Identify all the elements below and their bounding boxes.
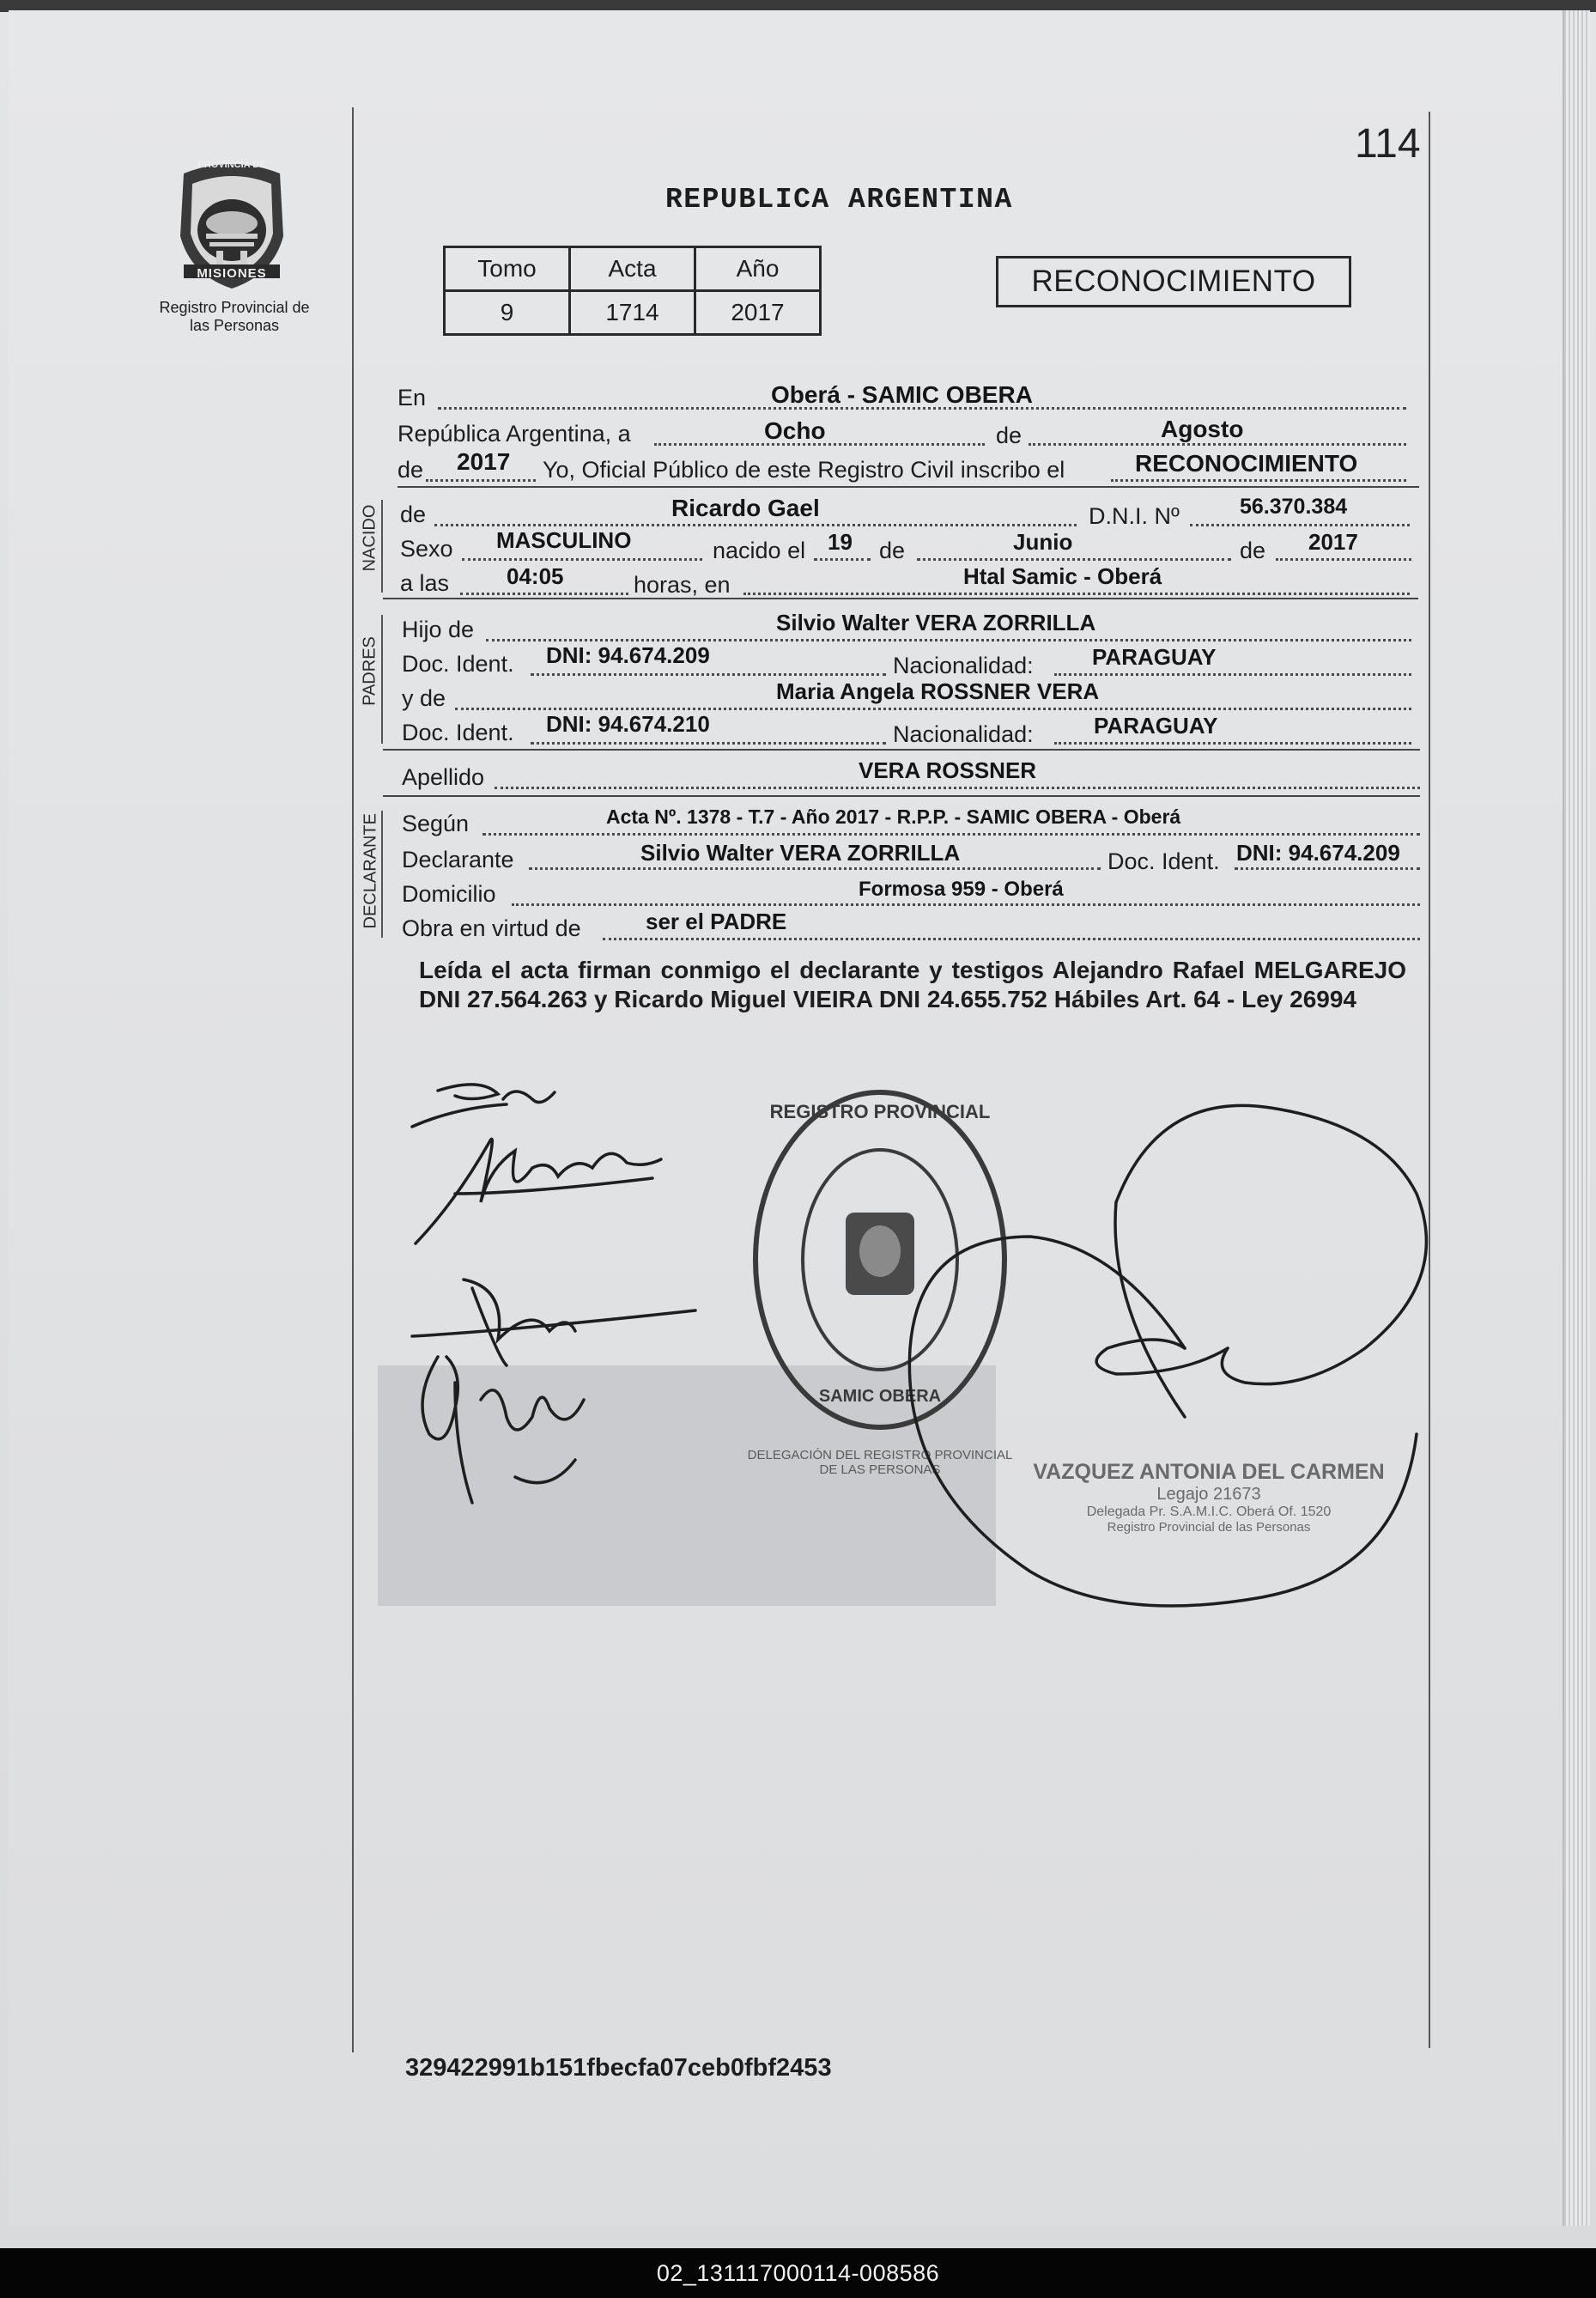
record-value-acta: 1714	[570, 291, 695, 335]
section-separator	[383, 598, 1418, 599]
left-margin-line	[352, 107, 354, 2052]
record-box	[443, 246, 822, 336]
declarante-domicilio: Formosa 959 - Oberá	[859, 878, 1064, 901]
label-sexo: Sexo	[400, 536, 453, 562]
act-place: Oberá - SAMIC OBERA	[771, 381, 1033, 408]
act-inscribe: RECONOCIMIENTO	[1135, 450, 1358, 477]
official-stamp	[1029, 1460, 1389, 1535]
label-dni: D.N.I. Nº	[1089, 503, 1180, 529]
official-signature	[901, 1091, 1485, 1632]
dotted-line	[1029, 443, 1406, 446]
label-nacionalidad-mother: Nacionalidad:	[893, 721, 1034, 747]
label-apellido: Apellido	[402, 764, 485, 790]
dotted-line	[743, 593, 1410, 595]
dotted-line	[1054, 742, 1411, 745]
nacido-birth-year: 2017	[1308, 529, 1358, 555]
label-nacionalidad-father: Nacionalidad:	[893, 653, 1034, 678]
section-label-declarante: DECLARANTE	[361, 813, 380, 929]
seal-bottom-text: MISIONES	[197, 266, 267, 281]
dotted-line	[434, 524, 1077, 526]
label-de-year: de	[397, 457, 424, 483]
label-de-birth-month: de	[879, 538, 906, 563]
nacido-sex: MASCULINO	[496, 527, 632, 553]
nacido-dni: 56.370.384	[1240, 495, 1348, 519]
label-doc-ident-mother: Doc. Ident.	[402, 720, 514, 745]
issuer-name: Registro Provincial de las Personas	[159, 299, 310, 334]
nacido-birth-month: Junio	[1013, 529, 1073, 555]
nacido-place: Htal Samic - Oberá	[963, 563, 1162, 589]
stacked-pages-edge	[1564, 10, 1590, 2226]
dotted-line	[495, 787, 1420, 789]
label-domicilio: Domicilio	[402, 881, 496, 907]
declarante-doc: DNI: 94.674.209	[1236, 840, 1400, 866]
dotted-line	[462, 558, 702, 561]
dotted-line	[603, 938, 1420, 940]
father-doc: DNI: 94.674.209	[546, 642, 710, 668]
section-bracket	[381, 615, 383, 744]
stamp-official-name: VAZQUEZ ANTONIA DEL CARMEN	[1033, 1460, 1385, 1484]
apellido-value: VERA ROSSNER	[859, 757, 1037, 783]
section-separator	[383, 795, 1420, 797]
dotted-line	[814, 558, 871, 561]
label-de-birth-year: de	[1240, 538, 1266, 563]
label-y-de: y de	[402, 685, 446, 711]
label-segun: Según	[402, 811, 470, 836]
dotted-line	[512, 903, 1420, 906]
mother-doc: DNI: 94.674.210	[546, 711, 710, 737]
dotted-line	[1276, 558, 1411, 561]
section-label-padres: PADRES	[360, 636, 379, 706]
section-label-nacido: NACIDO	[360, 504, 379, 572]
nacido-birth-day: 19	[828, 529, 853, 555]
document-heading: REPUBLICA ARGENTINA	[665, 184, 1013, 216]
father-nationality: PARAGUAY	[1092, 644, 1217, 670]
stamp-legajo: Legajo 21673	[1156, 1485, 1261, 1504]
label-declarante: Declarante	[402, 847, 514, 872]
declarante-segun: Acta Nº. 1378 - T.7 - Año 2017 - R.P.P. - SAMIC OBERA - Oberá	[606, 806, 1181, 828]
footer-id: 02_131117000114-008586	[656, 2260, 940, 2286]
scan-footer-bar	[0, 2248, 1596, 2298]
nacido-name: Ricardo Gael	[671, 495, 820, 521]
section-separator	[397, 486, 1419, 488]
dotted-line	[486, 639, 1411, 641]
dotted-line	[455, 708, 1411, 710]
label-obra: Obra en virtud de	[402, 915, 581, 941]
label-yo-oficial: Yo, Oficial Público de este Registro Civil inscribo el	[543, 457, 1065, 483]
record-value-tomo: 9	[445, 291, 570, 335]
label-a-las: a las	[400, 570, 450, 596]
closing-paragraph: Leída el acta firman conmigo el declarante y testigos Alejandro Rafael MELGAREJO DNI 27.564.263 y Ricardo Miguel VIEIRA DNI 24.655.752 Hábiles Art. 64 - Ley 26994	[419, 957, 1406, 1012]
declarante-obra: ser el PADRE	[646, 909, 787, 934]
right-margin-line	[1429, 112, 1430, 2048]
dotted-line	[1111, 479, 1406, 482]
dotted-line	[482, 833, 1420, 836]
section-bracket	[381, 811, 383, 938]
label-doc-ident-declarante: Doc. Ident.	[1107, 848, 1220, 874]
witness-signatures	[404, 1073, 730, 1520]
dotted-line	[531, 673, 886, 676]
page-number: 114	[1355, 121, 1421, 167]
label-en: En	[397, 385, 427, 410]
dotted-line	[1054, 673, 1411, 676]
label-de: de	[996, 423, 1023, 448]
stamp-delegada: Delegada Pr. S.A.M.I.C. Oberá Of. 1520	[1086, 1505, 1332, 1519]
label-nacido-el: nacido el	[713, 538, 806, 563]
record-header-acta: Acta	[570, 247, 695, 291]
verification-hash: 329422991b151fbecfa07ceb0fbf2453	[405, 2054, 832, 2082]
round-stamp-text: DELEGACIÓN DEL REGISTRO PROVINCIAL DE LAS PERSONAS	[747, 1448, 1013, 1477]
dotted-line	[531, 742, 886, 745]
label-hijo-de: Hijo de	[402, 617, 475, 642]
record-header-ano: Año	[695, 247, 821, 291]
section-bracket	[381, 500, 383, 593]
label-republica: República Argentina, a	[397, 421, 631, 447]
father-name: Silvio Walter VERA ZORRILLA	[776, 610, 1096, 635]
mother-nationality: PARAGUAY	[1094, 713, 1218, 739]
dotted-line	[529, 867, 1101, 870]
svg-text:REGISTRO PROVINCIAL: REGISTRO PROVINCIAL	[769, 1101, 991, 1122]
declarante-name: Silvio Walter VERA ZORRILLA	[640, 840, 961, 866]
label-de-nacido: de	[400, 502, 427, 527]
svg-text:SAMIC OBERA: SAMIC OBERA	[818, 1387, 942, 1406]
dotted-line	[426, 479, 536, 482]
act-year: 2017	[457, 448, 511, 475]
act-month: Agosto	[1161, 416, 1244, 442]
dotted-line	[1190, 524, 1410, 526]
nacido-time: 04:05	[507, 563, 564, 589]
seal-top-text: PROVINCIA DE	[197, 160, 266, 170]
dotted-line	[917, 558, 1231, 561]
record-value-ano: 2017	[695, 291, 821, 335]
record-header-tomo: Tomo	[445, 247, 570, 291]
mother-name: Maria Angela ROSSNER VERA	[776, 678, 1100, 704]
section-separator	[383, 749, 1420, 751]
label-horas-en: horas, en	[634, 572, 731, 598]
dotted-line	[460, 593, 628, 595]
label-doc-ident-father: Doc. Ident.	[402, 651, 514, 677]
act-type-box: RECONOCIMIENTO	[996, 256, 1351, 307]
stamp-registry: Registro Provincial de las Personas	[1107, 1520, 1311, 1535]
dotted-line	[1235, 867, 1420, 870]
act-day: Ocho	[764, 417, 826, 444]
